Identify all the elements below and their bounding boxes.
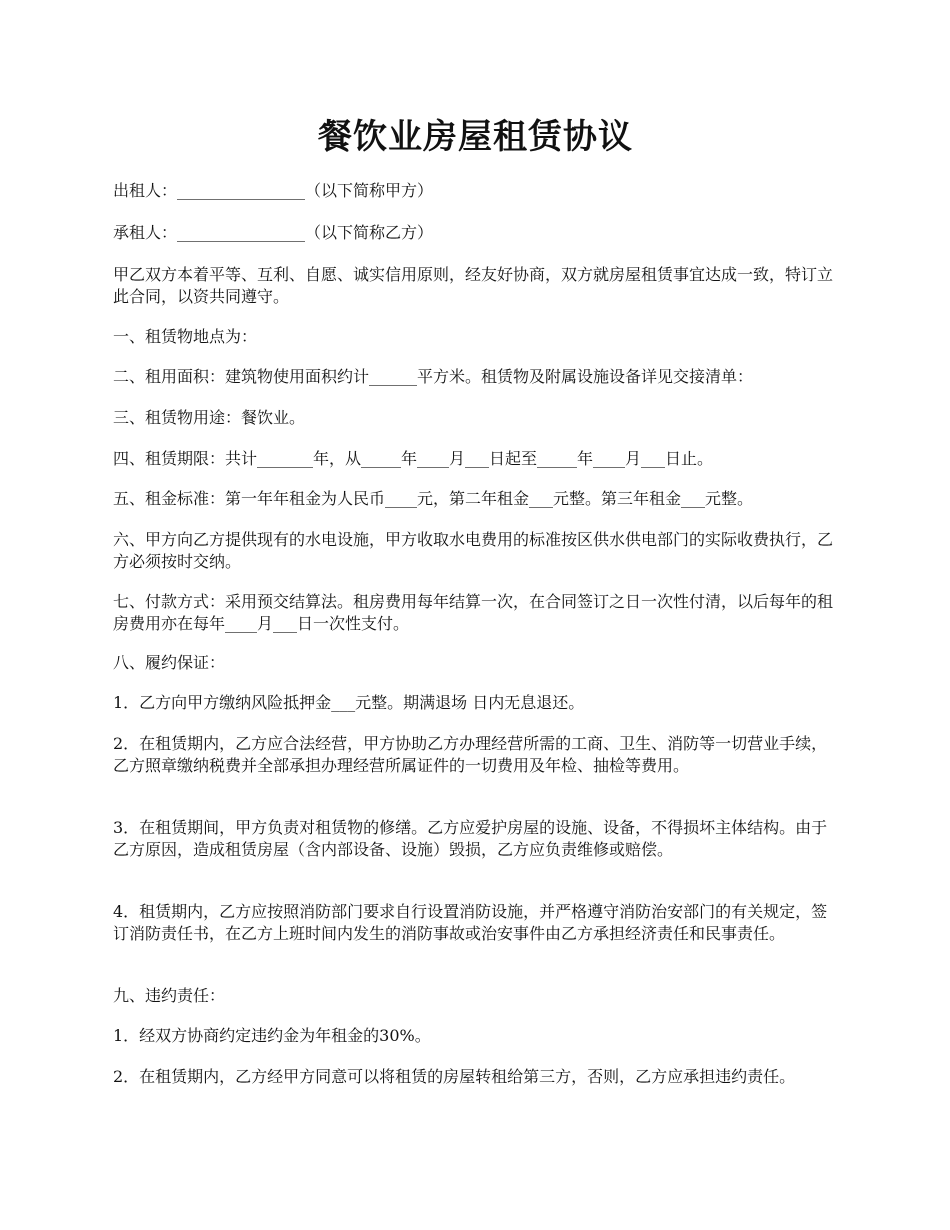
paragraph-clause-6: 六、甲方向乙方提供现有的水电设施，甲方收取水电费用的标准按区供水供电部门的实际收费执行，乙方必须按时交纳。 — [113, 530, 834, 571]
paragraph-clause-9: 九、违约责任： — [113, 986, 226, 1005]
paragraph-clause-8-4: 4．租赁期内，乙方应按照消防部门要求自行设置消防设施，并严格遵守消防治安部门的有关规定，签订消防责任书，在乙方上班时间内发生的消防事故或治安事件由乙方承担经济责任和民事责任。 — [113, 902, 828, 943]
paragraph-clause-4: 四、租赁期限：共计_______年，从_____年____月___日起至_____年____月___日止。 — [113, 449, 714, 468]
paragraph-clause-9-2: 2．在租赁期内，乙方经甲方同意可以将租赁的房屋转租给第三方，否则，乙方应承担违约责任。 — [113, 1067, 796, 1086]
paragraph-lessor: 出租人：________________（以下简称甲方） — [113, 181, 434, 200]
paragraph-clause-5: 五、租金标准：第一年年租金为人民币____元，第二年租金___元整。第三年租金___元整。 — [113, 489, 754, 508]
document-title: 餐饮业房屋租赁协议 — [318, 117, 633, 157]
paragraph-clause-7: 七、付款方式：采用预交结算法。租房费用每年结算一次，在合同签订之日一次性付清，以后每年的租房费用亦在每年____月___日一次性支付。 — [113, 592, 834, 633]
paragraph-preamble: 甲乙双方本着平等、互利、自愿、诚实信用原则，经友好协商，双方就房屋租赁事宜达成一致，特订立此合同，以资共同遵守。 — [113, 265, 834, 306]
paragraph-clause-1: 一、租赁物地点为： — [113, 327, 258, 346]
paragraph-clause-8-1: 1．乙方向甲方缴纳风险抵押金___元整。期满退场 日内无息退还。 — [113, 693, 585, 712]
paragraph-clause-9-1: 1．经双方协商约定违约金为年租金的30%。 — [113, 1026, 431, 1045]
paragraph-clause-8-3: 3．在租赁期间，甲方负责对租赁物的修缮。乙方应爱护房屋的设施、设备，不得损坏主体结构。由于乙方原因，造成租赁房屋（含内部设备、设施）毁损，乙方应负责维修或赔偿。 — [113, 818, 828, 859]
paragraph-clause-8: 八、履约保证： — [113, 653, 226, 672]
paragraph-lessee: 承租人：________________（以下简称乙方） — [113, 223, 434, 242]
paragraph-clause-2: 二、租用面积：建筑物使用面积约计______平方米。租赁物及附属设施设备详见交接清单： — [113, 367, 754, 386]
paragraph-clause-3: 三、租赁物用途：餐饮业。 — [113, 408, 306, 427]
paragraph-clause-8-2: 2．在租赁期内，乙方应合法经营，甲方协助乙方办理经营所需的工商、卫生、消防等一切营业手续，乙方照章缴纳税费并全部承担办理经营所属证件的一切费用及年检、抽检等费用。 — [113, 734, 828, 775]
